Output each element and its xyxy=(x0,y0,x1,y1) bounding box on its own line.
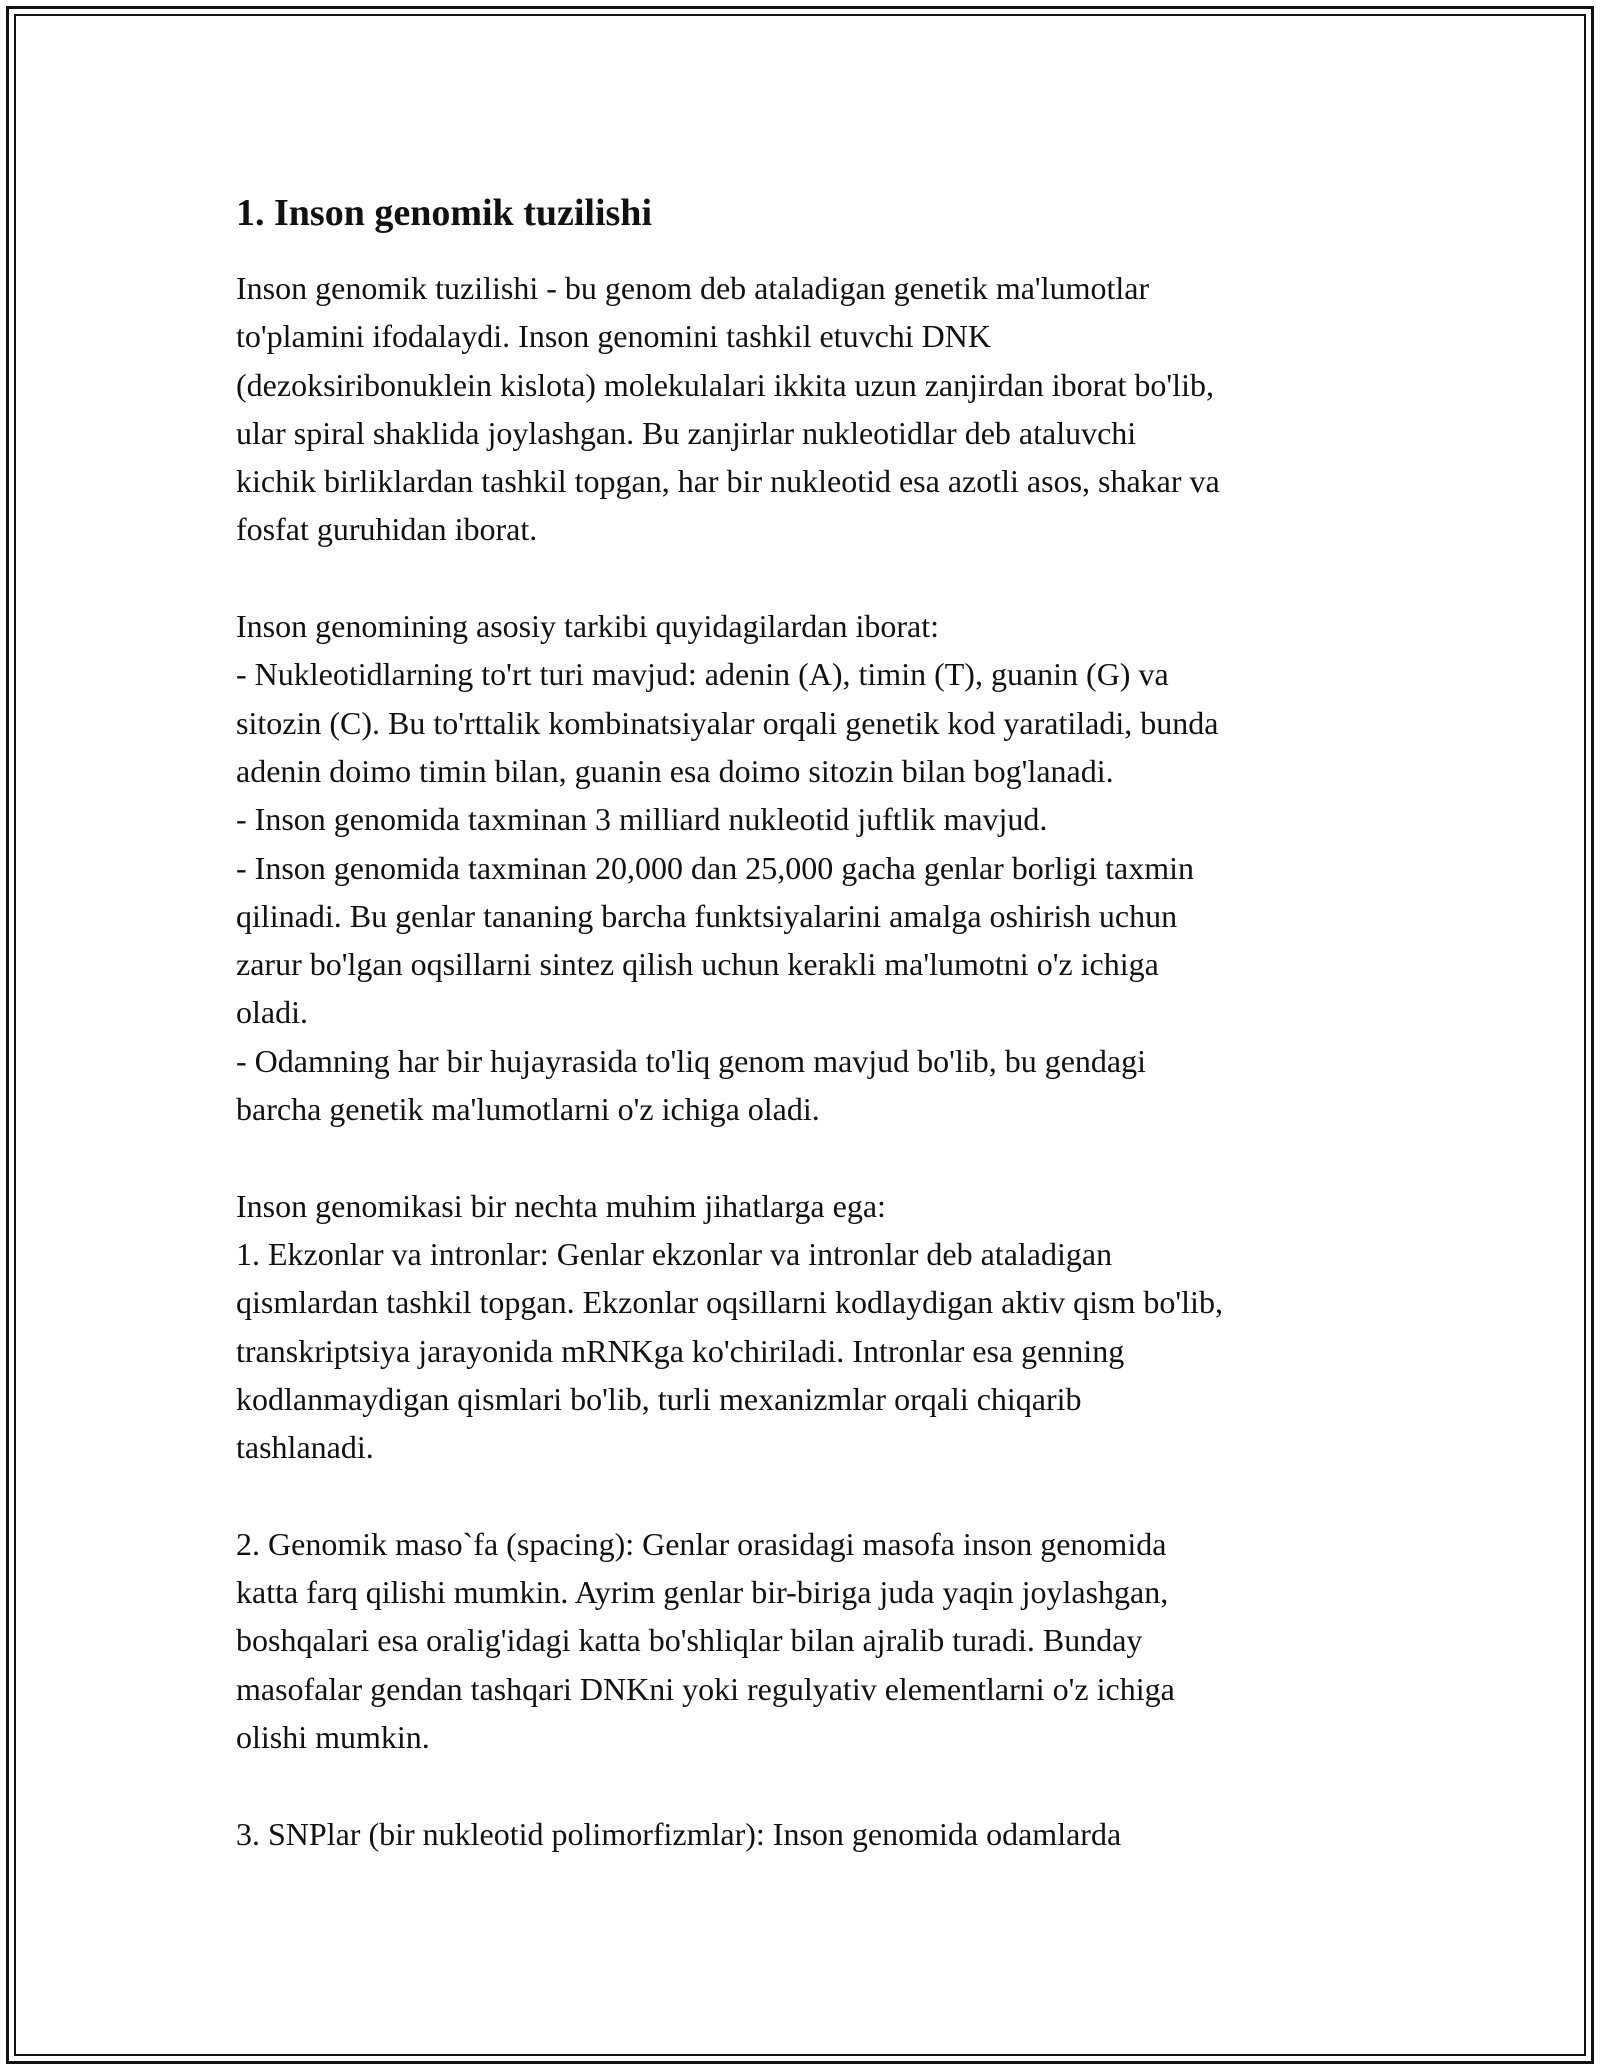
text-line: fosfat guruhidan iborat. xyxy=(236,511,538,548)
paragraph-gap xyxy=(236,1133,1376,1181)
text-line: 1. Ekzonlar va intronlar: Genlar ekzonlar va intronlar deb ataladigan xyxy=(236,1235,1113,1272)
text-line: katta farq qilishi mumkin. Ayrim genlar bir-biriga juda yaqin joylashgan, xyxy=(236,1574,1169,1611)
text-line: barcha genetik ma'lumotlarni o'z ichiga oladi. xyxy=(236,1091,820,1128)
text-line: ular spiral shaklida joylashgan. Bu zanjirlar nukleotidlar deb ataluvchi xyxy=(236,414,1137,451)
text-line: adenin doimo timin bilan, guanin esa doimo sitozin bilan bog'lanadi. xyxy=(236,752,1114,789)
text-line: kodlanmaydigan qismlari bo'lib, turli mexanizmlar orqali chiqarib xyxy=(236,1380,1082,1417)
text-line: Inson genomikasi bir nechta muhim jihatlarga ega: xyxy=(236,1187,886,1224)
paragraph-gap xyxy=(236,554,1376,602)
document-text xyxy=(236,264,1376,1858)
text-line: - Inson genomida taxminan 3 milliard nukleotid juftlik mavjud. xyxy=(236,801,1048,838)
text-line: tashlanadi. xyxy=(236,1429,374,1466)
text-line: Inson genomik tuzilishi - bu genom deb ataladigan genetik ma'lumotlar xyxy=(236,270,1150,306)
text-line: - Nukleotidlarning to'rt turi mavjud: adenin (A), timin (T), guanin (G) va xyxy=(236,656,1169,693)
text-line: 2. Genomik maso`fa (spacing): Genlar orasidagi masofa inson genomida xyxy=(236,1525,1167,1562)
text-line: qismlardan tashkil topgan. Ekzonlar oqsillarni kodlaydigan aktiv qism bo'lib, xyxy=(236,1284,1223,1321)
text-line: oladi. xyxy=(236,994,308,1031)
text-line: sitozin (C). Bu to'rttalik kombinatsiyalar orqali genetik kod yaratiladi, bunda xyxy=(236,704,1219,741)
text-line: zarur bo'lgan oqsillarni sintez qilish uchun kerakli ma'lumotni o'z ichiga xyxy=(236,946,1159,983)
text-line: - Odamning har bir hujayrasida to'liq genom mavjud bo'lib, bu gendagi xyxy=(236,1042,1147,1079)
text-line: 3. SNPlar (bir nukleotid polimorfizmlar): Inson genomida odamlarda xyxy=(236,1815,1122,1852)
text-line: olishi mumkin. xyxy=(236,1718,430,1755)
section-heading: 1. Inson genomik tuzilishi xyxy=(236,192,652,234)
paragraph-gap xyxy=(236,1761,1376,1809)
text-line: - Inson genomida taxminan 20,000 dan 25,000 gacha genlar borligi taxmin xyxy=(236,849,1194,886)
text-line: transkriptsiya jarayonida mRNKga ko'chiriladi. Intronlar esa genning xyxy=(236,1332,1125,1369)
document-body xyxy=(236,190,1376,1858)
text-line: to'plamini ifodalaydi. Inson genomini tashkil etuvchi DNK xyxy=(236,318,991,355)
text-line: boshqalari esa oralig'idagi katta bo'shliqlar bilan ajralib turadi. Bunday xyxy=(236,1622,1143,1659)
text-line: Inson genomining asosiy tarkibi quyidagilardan iborat: xyxy=(236,608,939,645)
text-line: qilinadi. Bu genlar tananing barcha funktsiyalarini amalga oshirish uchun xyxy=(236,897,1178,934)
text-line: kichik birliklardan tashkil topgan, har bir nukleotid esa azotli asos, shakar va xyxy=(236,463,1220,500)
paragraph-gap xyxy=(236,1471,1376,1519)
text-line: (dezoksiribonuklein kislota) molekulalari ikkita uzun zanjirdan iborat bo'lib, xyxy=(236,366,1214,403)
text-line: masofalar gendan tashqari DNKni yoki regulyativ elementlarni o'z ichiga xyxy=(236,1670,1175,1707)
